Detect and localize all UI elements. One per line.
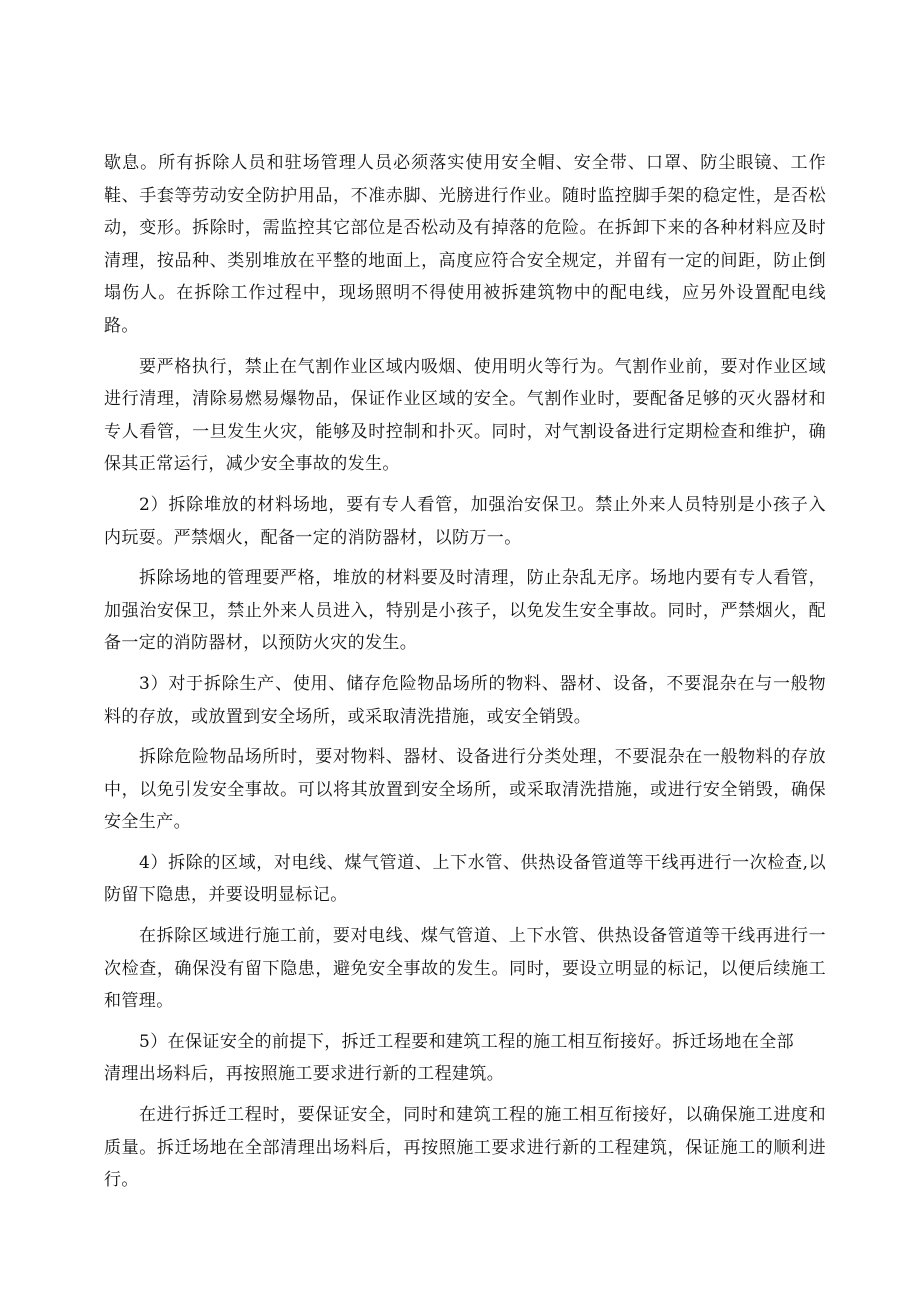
paragraph-item-2: 2）拆除堆放的材料场地，要有专人看管，加强治安保卫。禁止外来人员特别是小孩子入内玩耍。严禁烟火，配备一定的消防器材，以防万一。 — [104, 494, 826, 548]
paragraph-demolition-coordination: 在进行拆迁工程时，要保证安全，同时和建筑工程的施工相互衔接好，以确保施工进度和质量。拆迁场地在全部清理出场料后，再按照施工要求进行新的工程建筑，保证施工的顺利进行。 — [104, 1105, 826, 1191]
paragraph-gas-cutting: 要严格执行，禁止在气割作业区域内吸烟、使用明火等行为。气割作业前，要对作业区域进行清理，清除易燃易爆物品，保证作业区域的安全。气割作业时，要配备足够的灭火器材和专人看管，一旦发生火灾，能够及时控制和扑灭。同时，对气割设备进行定期检查和维护，确保其正常运行，减少安全事故的发生。 — [104, 356, 826, 475]
paragraph-hazardous-materials: 拆除危险物品场所时，要对物料、器材、设备进行分类处理，不要混杂在一般物料的存放中，以免引发安全事故。可以将其放置到安全场所，或采取清洗措施，或进行安全销毁，确保安全生产。 — [104, 747, 826, 833]
paragraph-item-4: 4）拆除的区域，对电线、煤气管道、上下水管、供热设备管道等干线再进行一次检查,以防留下隐患，并要设明显标记。 — [104, 852, 826, 906]
paragraph-site-management: 拆除场地的管理要严格，堆放的材料要及时清理，防止杂乱无序。场地内要有专人看管，加强治安保卫，禁止外来人员进入，特别是小孩子，以免发生安全事故。同时，严禁烟火，配备一定的消防器材，以预防火灾的发生。 — [104, 568, 826, 654]
paragraph-pre-construction-check: 在拆除区域进行施工前，要对电线、煤气管道、上下水管、供热设备管道等干线再进行一次检查，确保没有留下隐患，避免安全事故的发生。同时，要设立明显的标记，以便后续施工和管理。 — [104, 926, 826, 1012]
document-page — [104, 147, 826, 1197]
paragraph-item-3: 3）对于拆除生产、使用、储存危险物品场所的物料、器材、设备，不要混杂在与一般物料的存放，或放置到安全场所，或采取清洗措施，或安全销毁。 — [104, 673, 826, 727]
paragraph-item-5-line-1: 5）在保证安全的前提下，拆迁工程要和建筑工程的施工相互衔接好。拆迁场地在全部 — [139, 1031, 795, 1052]
paragraph-safety-equipment: 歇息。所有拆除人员和驻场管理人员必须落实使用安全帽、安全带、口罩、防尘眼镜、工作鞋、手套等劳动安全防护用品，不准赤脚、光膀进行作业。随时监控脚手架的稳定性，是否松动，变形。拆除时，需监控其它部位是否松动及有掉落的危险。在拆卸下来的各种材料应及时清理，按品种、类别堆放在平整的地面上，高度应符合安全规定，并留有一定的间距，防止倒塌伤人。在拆除工作过程中，现场照明不得使用被拆建筑物中的配电线，应另外设置配电线路。 — [104, 153, 826, 336]
paragraph-item-5-line-2: 清理出场料后，再按照施工要求进行新的工程建筑。 — [104, 1064, 505, 1085]
